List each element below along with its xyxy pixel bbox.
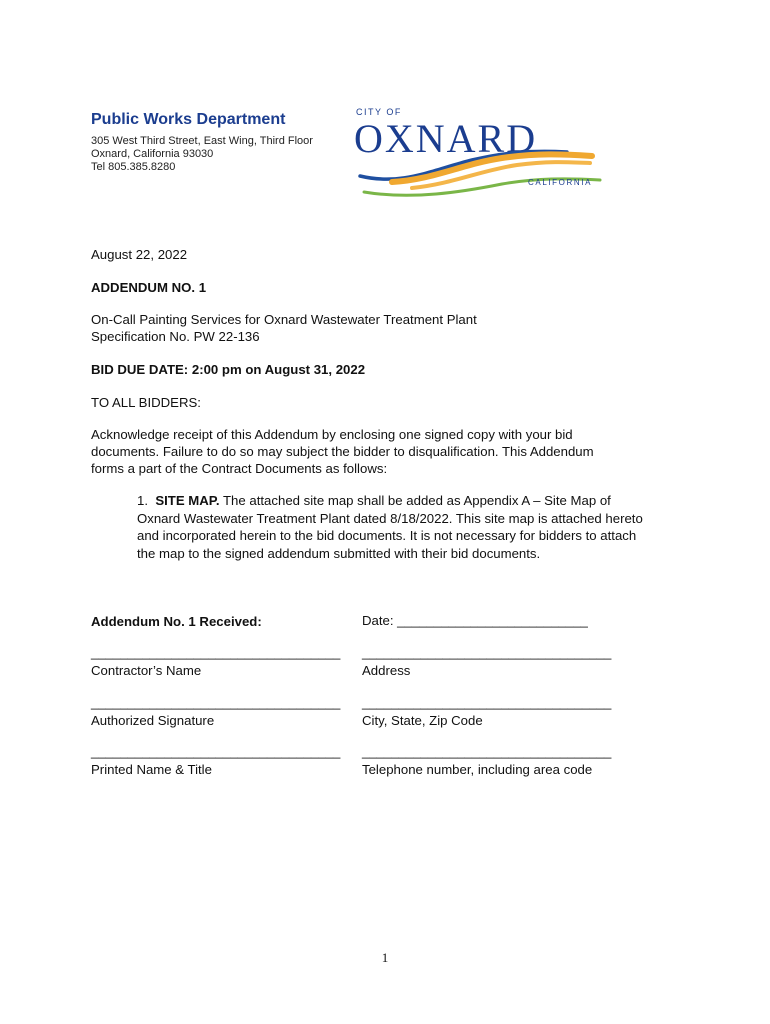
logo-state: CALIFORNIA <box>528 178 593 187</box>
department-title: Public Works Department <box>91 111 286 128</box>
item-1-heading: SITE MAP. <box>155 493 220 508</box>
contractor-name-label: Contractor’s Name <box>91 663 202 678</box>
date-field: Date: __________________________ <box>362 613 588 628</box>
specification-number: Specification No. PW 22-136 <box>91 329 260 344</box>
city-of-oxnard-logo <box>352 100 608 202</box>
telephone-label: Telephone number, including area code <box>362 762 593 777</box>
document-date: August 22, 2022 <box>91 247 188 262</box>
acknowledge-line-2: documents. Failure to do so may subject the bidder to disqualification. This Addendum <box>91 444 594 459</box>
telephone-line: __________________________________ <box>362 744 612 759</box>
acknowledge-line-1: Acknowledge receipt of this Addendum by enclosing one signed copy with your bid <box>91 427 573 442</box>
acknowledge-line-3: forms a part of the Contract Documents as follows: <box>91 461 388 476</box>
item-1-line-2: Oxnard Wastewater Treatment Plant dated 8/18/2022. This site map is attached hereto <box>137 511 643 526</box>
project-title: On-Call Painting Services for Oxnard Wastewater Treatment Plant <box>91 312 477 327</box>
received-label: Addendum No. 1 Received: <box>91 614 262 629</box>
page-number: 1 <box>381 950 389 965</box>
address-line-2: Oxnard, California 93030 <box>91 148 214 160</box>
address-line-1: 305 West Third Street, East Wing, Third Floor <box>91 135 313 147</box>
city-state-zip-line: __________________________________ <box>362 695 612 710</box>
address-label: Address <box>362 663 411 678</box>
printed-name-line: __________________________________ <box>91 744 341 759</box>
authorized-signature-label: Authorized Signature <box>91 713 215 728</box>
logo-city-of: CITY OF <box>356 107 402 117</box>
logo-name: OXNARD <box>354 116 538 161</box>
phone-number: Tel 805.385.8280 <box>91 161 176 173</box>
signature-line: __________________________________ <box>91 695 341 710</box>
item-1-line-3: and incorporated herein to the bid documents. It is not necessary for bidders to attach <box>137 528 637 543</box>
item-1-line-1 <box>137 492 611 510</box>
to-all-bidders: TO ALL BIDDERS: <box>91 395 201 410</box>
addendum-title: ADDENDUM NO. 1 <box>91 280 207 295</box>
item-1-number: 1. <box>137 493 148 508</box>
printed-name-label: Printed Name & Title <box>91 762 212 777</box>
bid-due-date: BID DUE DATE: 2:00 pm on August 31, 2022 <box>91 362 366 377</box>
item-1-text: The attached site map shall be added as Appendix A – Site Map of <box>219 493 611 508</box>
city-state-zip-label: City, State, Zip Code <box>362 713 483 728</box>
address-line: __________________________________ <box>362 645 612 660</box>
item-1-line-4: the map to the signed addendum submitted with their bid documents. <box>137 546 541 561</box>
contractor-name-line: __________________________________ <box>91 645 341 660</box>
